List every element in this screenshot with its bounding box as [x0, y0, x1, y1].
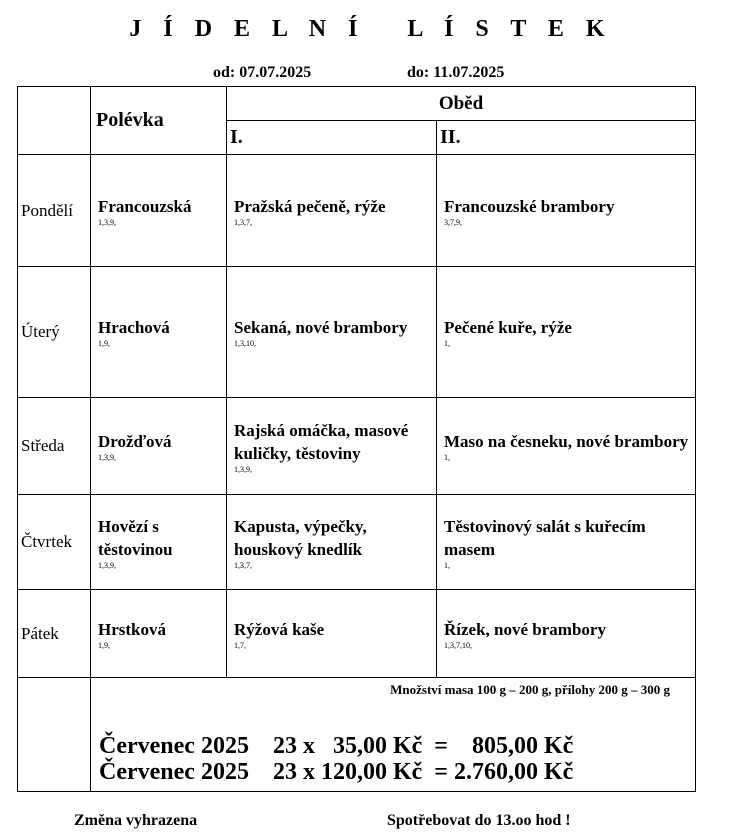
day-name: Středa — [18, 398, 91, 495]
soup-name: Hrachová — [98, 318, 170, 337]
allergens: 1,3,9, — [98, 453, 116, 462]
dish1-name: Pražská pečeně, rýže — [234, 196, 386, 216]
dish2-cell — [437, 155, 696, 267]
allergens: 1, — [444, 453, 450, 462]
dish1-cell — [227, 495, 437, 590]
dish1-cell — [227, 590, 437, 678]
table-row — [18, 155, 696, 267]
dish2-name: Maso na česneku, nové brambory — [444, 432, 689, 451]
dish2-cell — [437, 267, 696, 398]
change-reserved-note: Změna vyhrazena — [74, 812, 198, 829]
soup-name: Francouzská — [98, 196, 192, 216]
dish2-cell — [437, 398, 696, 495]
day-name: Pondělí — [18, 155, 91, 267]
dish2-name: Těstovinový salát s kuřecím masem — [444, 516, 646, 559]
allergens: 3,7,9, — [444, 217, 462, 227]
page-title: J Í D E L N Í L Í S T E K — [129, 16, 613, 42]
consume-by-note: Spotřebovat do 13.oo hod ! — [387, 812, 571, 829]
table-row — [18, 398, 696, 495]
soup-cell — [91, 398, 227, 495]
dish1-name: Sekaná, nové brambory — [234, 318, 408, 337]
dish1-cell — [227, 155, 437, 267]
dish1-name: Rýžová kaše — [234, 619, 325, 639]
menu-table — [17, 86, 696, 792]
soup-cell — [91, 590, 227, 678]
header-soup: Polévka — [91, 87, 227, 155]
portion-note: Množství masa 100 g – 200 g, přílohy 200 g – 300 g — [390, 682, 671, 697]
allergens: 1, — [444, 339, 450, 348]
allergens: 1,7, — [234, 640, 246, 650]
allergens: 1,3,7,10, — [444, 640, 472, 650]
dish2-name: Francouzské brambory — [444, 196, 615, 216]
allergens: 1,3,10, — [234, 339, 256, 348]
allergens: 1,3,9, — [98, 217, 116, 227]
empty-cell — [18, 678, 91, 792]
pricing-cell — [91, 678, 696, 792]
table-row — [18, 495, 696, 590]
soup-cell — [91, 495, 227, 590]
dish2-name: Pečené kuře, rýže — [444, 318, 572, 337]
allergens: 1,3,9, — [98, 560, 116, 570]
header-col2: II. — [437, 121, 696, 155]
corner-cell — [18, 87, 91, 155]
header-col1: I. — [227, 121, 437, 155]
day-name: Čtvrtek — [18, 495, 91, 590]
dish1-cell — [227, 267, 437, 398]
day-name: Úterý — [18, 267, 91, 398]
soup-name: Hrstková — [98, 619, 166, 639]
soup-cell — [91, 267, 227, 398]
price-line: Červenec 2025 23 x 35,00 Kč = 805,00 Kč — [99, 733, 574, 759]
price-line: Červenec 2025 23 x 120,00 Kč = 2.760,00 Kč — [99, 759, 574, 785]
dish1-name: Kapusta, výpečky, houskový knedlík — [234, 516, 367, 559]
dish2-cell — [437, 590, 696, 678]
dish1-name: Rajská omáčka, masové kuličky, těstoviny — [234, 420, 409, 463]
allergens: 1,3,9, — [234, 464, 252, 474]
day-name: Pátek — [18, 590, 91, 678]
allergens: 1,3,7, — [234, 560, 252, 570]
date-to: do: 11.07.2025 — [407, 64, 505, 81]
allergens: 1,9, — [98, 640, 110, 650]
dish2-name: Řízek, nové brambory — [444, 619, 606, 639]
dish1-cell — [227, 398, 437, 495]
dish2-cell — [437, 495, 696, 590]
table-row — [18, 590, 696, 678]
soup-name: Hovězí s těstovinou — [98, 516, 173, 559]
allergens: 1,3,7, — [234, 217, 252, 227]
soup-cell — [91, 155, 227, 267]
header-lunch: Oběd — [227, 87, 696, 121]
allergens: 1,9, — [98, 339, 110, 348]
soup-name: Drožďová — [98, 432, 172, 451]
table-row — [18, 267, 696, 398]
allergens: 1, — [444, 560, 450, 570]
date-from: od: 07.07.2025 — [213, 64, 312, 81]
